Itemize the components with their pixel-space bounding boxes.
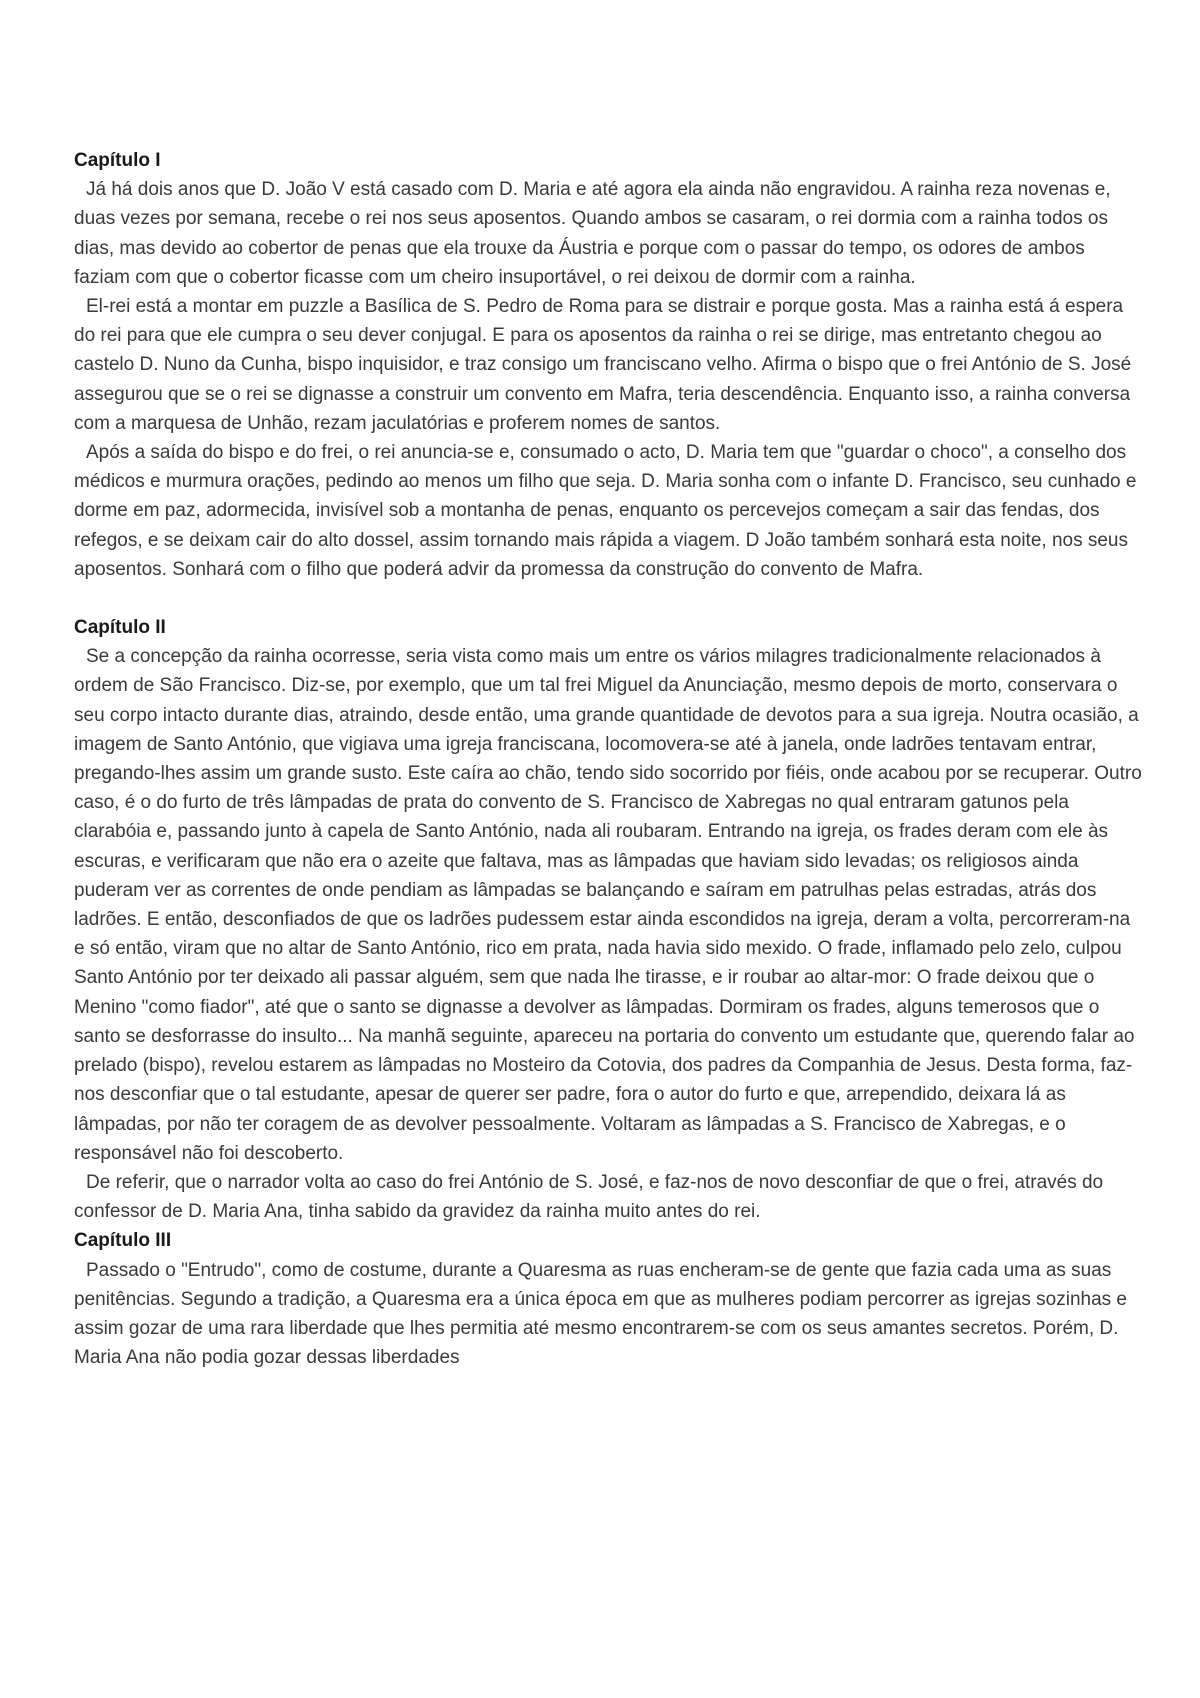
paragraph: Já há dois anos que D. João V está casado com D. Maria e até agora ela ainda não engravidou. A rainha reza novenas e, duas vezes por semana, recebe o rei nos seus aposentos. Quando ambos se casaram, o rei dormia com a rainha todos os dias, mas devido ao cobertor de penas que ela trouxe da Áustria e porque com o passar do tempo, os odores de ambos faziam com que o cobertor ficasse com um cheiro insuportável, o rei deixou de dormir com a rainha. — [74, 179, 1111, 288]
section-spacer — [74, 584, 1144, 613]
chapter-heading: Capítulo I — [74, 150, 161, 171]
chapter-heading: Capítulo II — [74, 617, 166, 639]
paragraph: Passado o "Entrudo", como de costume, durante a Quaresma as ruas encheram-se de gente que fazia cada uma as suas penitências. Segundo a tradição, a Quaresma era a única época em que as mulheres podiam percorrer as igrejas sozinhas e assim gozar de uma rara liberdade que lhes permitia até mesmo encontrarem-se com os seus amantes secretos. Porém, D. Maria Ana não podia gozar dessas liberdades — [74, 1259, 1127, 1369]
paragraph: El-rei está a montar em puzzle a Basílica de S. Pedro de Roma para se distrair e porque gosta. Mas a rainha está á espera do rei para que ele cumpra o seu dever conjugal. E para os aposentos da rainha o rei se dirige, mas entretanto chegou ao castelo D. Nuno da Cunha, bispo inquisidor, e traz consigo um franciscano velho. Afirma o bispo que o frei António de S. José assegurou que se o rei se dignasse a construir um convento em Mafra, teria descendência. Enquanto isso, a rainha conversa com a marquesa de Unhão, rezam jaculatórias e proferem nomes de santos. — [74, 296, 1132, 434]
chapter-heading: Capítulo III — [74, 1230, 172, 1252]
paragraph: De referir, que o narrador volta ao caso do frei António de S. José, e faz-nos de novo desconfiar de que o frei, através do confessor de D. Maria Ana, tinha sabido da gravidez da rainha muito antes do rei. — [74, 1171, 1104, 1223]
paragraph: Após a saída do bispo e do frei, o rei anuncia-se e, consumado o acto, D. Maria tem que "guardar o choco", a conselho dos médicos e murmura orações, pedindo ao menos um filho que seja. D. Maria sonha com o infante D. Francisco, seu cunhado e dorme em paz, adormecida, invisível sob a montanha de penas, enquanto os percevejos começam a sair das fendas, dos refegos, e se deixam cair do alto dossel, assim tornando mais rápida a viagem. D João também sonhará esta noite, nos seus aposentos. Sonhará com o filho que poderá advir da promessa da construção do convento de Mafra. — [74, 442, 1137, 580]
paragraph: Se a concepção da rainha ocorresse, seria vista como mais um entre os vários milagres tradicionalmente relacionados à ordem de São Francisco. Diz-se, por exemplo, que um tal frei Miguel da Anunciação, mesmo depois de morto, conservara o seu corpo intacto durante dias, atraindo, desde então, uma grande quantidade de devotos para a sua igreja. Noutra ocasião, a imagem de Santo António, que vigiava uma igreja franciscana, locomovera-se até à janela, onde ladrões tentavam entrar, pregando-lhes assim um grande susto. Este caíra ao chão, tendo sido socorrido por fiéis, onde acabou por se recuperar. Outro caso, é o do furto de três lâmpadas de prata do convento de S. Francisco de Xabregas no qual entraram gatunos pela clarabóia e, passando junto à capela de Santo António, nada ali roubaram. Entrando na igreja, os frades deram com ele às escuras, e verificaram que não era o azeite que faltava, mas as lâmpadas que haviam sido levadas; os religiosos ainda puderam ver as correntes de onde pendiam as lâmpadas se balançando e saíram em patrulhas pelas estradas, atrás dos ladrões. E então, desconfiados de que os ladrões pudessem estar ainda escondidos na igreja, deram a volta, percorreram-na e só então, viram que no altar de Santo António, rico em prata, nada havia sido mexido. O frade, inflamado pelo zelo, culpou Santo António por ter deixado ali passar alguém, sem que nada lhe tirasse, e ir roubar ao altar-mor: O frade deixou que o Menino "como fiador", até que o santo se dignasse a devolver as lâmpadas. Dormiram os frades, alguns temerosos que o santo se desforrasse do insulto... Na manhã seguinte, apareceu na portaria do convento um estudante que, querendo falar ao prelado (bispo), revelou estarem as lâmpadas no Mosteiro da Cotovia, dos padres da Companhia de Jesus. Desta forma, faz-nos desconfiar que o tal estudante, apesar de querer ser padre, fora o autor do furto e que, arrependido, deixara lá as lâmpadas, por não ter coragem de as devolver pessoalmente. Voltaram as lâmpadas a S. Francisco de Xabregas, e o responsável não foi descoberto. — [74, 646, 1142, 1164]
document-page — [74, 146, 1144, 1372]
chapter-3 — [74, 1226, 1144, 1372]
chapter-1 — [74, 146, 1144, 584]
chapter-2 — [74, 613, 1144, 1226]
